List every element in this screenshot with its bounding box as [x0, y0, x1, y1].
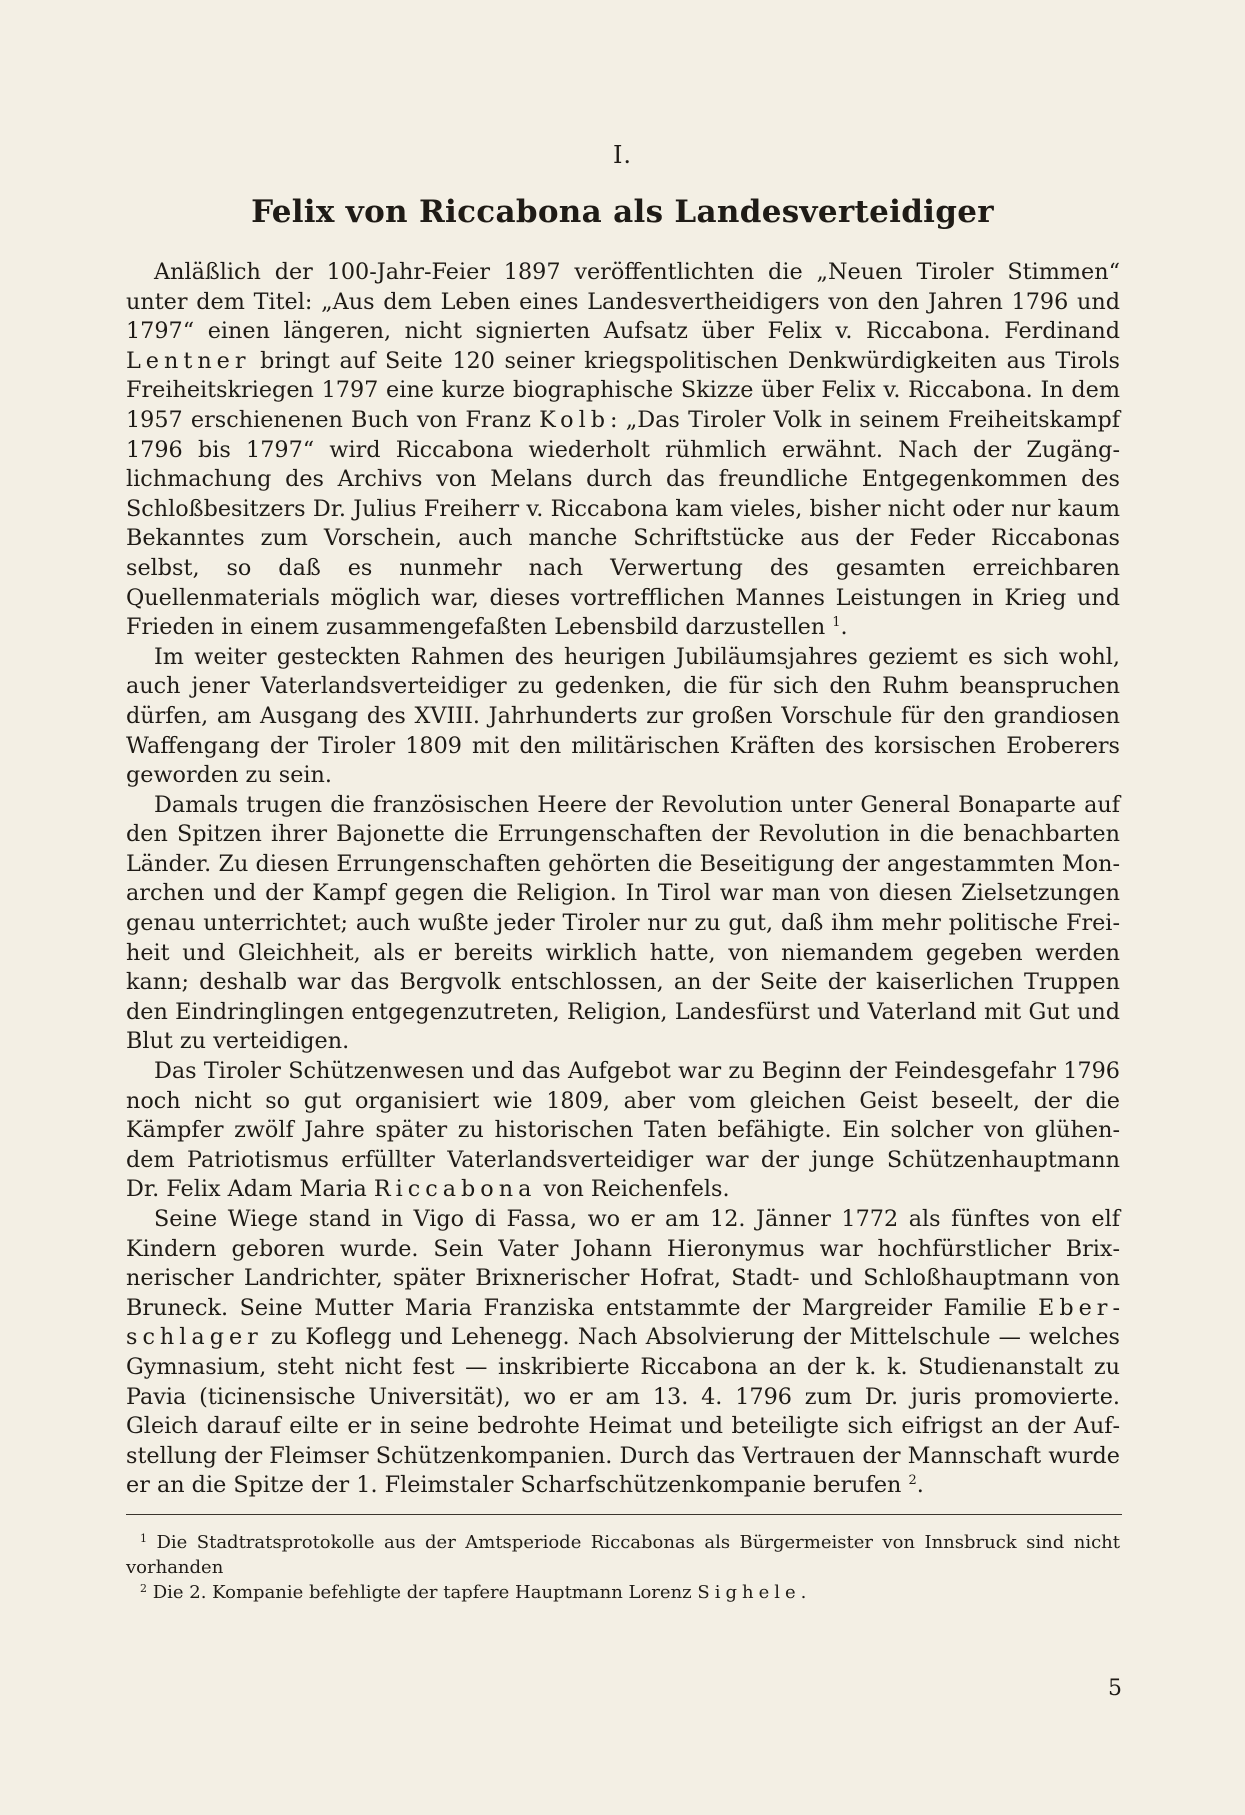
text-run: bringt auf Seite 120 seiner kriegspolitischen Denkwürdigkeiten aus Tirols Freiheitskriegen 1797 eine kurze biographische Skizze über Felix v. Riccabona. In dem 1957 erschienenen Buch von Franz	[126, 347, 1120, 433]
text-run: Seine Wiege stand in Vigo di Fassa, wo er am 12. Jänner 1772 als fünftes von elf Kindern geboren wurde. Sein Vater Johann Hieronymus war hochfürstlicher Brixnerischer Landrichter, später Brixnerischer Hofrat, Stadt- und Schloßhauptmann von Bruneck. Seine Mutter Maria Franziska entstammte der Margreider Familie	[126, 1206, 1120, 1321]
footnote	[126, 1530, 1120, 1580]
body-text	[126, 258, 1120, 1501]
footnote-reference: 2	[908, 1473, 917, 1489]
text-run: zu Koflegg und Lehenegg. Nach Absolvierung der Mittelschule — welches Gymnasium, steht nicht fest — inskribierte Riccabona an der k. k. Studienanstalt zu Pavia (ticinensische Universität), wo er am 13. 4. 1796 zum Dr. juris promovierte. Gleich darauf eilte er in seine bedrohte Heimat und beteiligte sich eifrigst an der Aufstellung der Fleimser Schützenkompanien. Durch das Vertrauen der Mannschaft wurde er an die Spitze der 1. Fleimstaler Scharfschützenkompanie berufen	[126, 1324, 1120, 1499]
footnote-divider	[126, 1514, 1122, 1515]
text-run: Anläßlich der 100-Jahr-Feier 1897 veröffentlichten die „Neuen Tiroler Stimmen“ unter dem Titel: „Aus dem Leben eines Landesvertheidigers von den Jahren 1796 und 1797“ einen längeren, nicht signierten Aufsatz über Felix v. Riccabona. Ferdinand	[126, 259, 1120, 345]
text-run: Das Tiroler Schützenwesen und das Aufgebot war zu Beginn der Feindesgefahr 1796 noch nicht so gut organisiert wie 1809, aber vom gleichen Geist beseelt, der die Kämpfer zwölf Jahre später zu historischen Taten befähigte. Ein solcher von glühendem Patriotismus erfüllter Vaterlandsverteidiger war der junge Schützenhauptmann Dr. Felix Adam Maria	[126, 1058, 1120, 1203]
spaced-name: Eberschlager	[126, 1294, 1120, 1351]
footnote-reference: 1	[140, 1532, 147, 1545]
text-run: Im weiter gesteckten Rahmen des heurigen Jubiläumsjahres geziemt es sich wohl, auch jener Vaterlandsverteidiger zu gedenken, die für sich den Ruhm beanspruchen dürfen, am Ausgang des XVIII. Jahrhunderts zur großen Vorschule für den grandiosen Waffengang der Tiroler 1809 mit den militärischen Kräften des korsischen Eroberers geworden zu sein.	[126, 643, 1120, 789]
chapter-title: Felix von Riccabona als Landesverteidiger	[251, 194, 994, 230]
text-run: Die Stadtratsprotokolle aus der Amtsperiode Riccabonas als Bürgermeister von Innsbruck sind nicht vorhanden	[126, 1532, 1120, 1578]
footnote-reference: 2	[140, 1582, 147, 1595]
spaced-name: Riccabona	[373, 1176, 537, 1203]
paragraph	[126, 1057, 1120, 1205]
text-run: .	[800, 1582, 807, 1603]
paragraph	[126, 258, 1120, 643]
footnote-reference: 1	[832, 615, 841, 631]
paragraph	[126, 1205, 1120, 1501]
text-run: Die 2. Kompanie befehligte der tapfere Hauptmann Lorenz	[147, 1582, 698, 1603]
text-run: .	[840, 614, 848, 641]
paragraph	[126, 791, 1120, 1057]
chapter-number: I.	[612, 141, 633, 169]
text-run: .	[916, 1472, 924, 1499]
page-number: 5	[1108, 1676, 1122, 1701]
spaced-name: Kolb	[539, 406, 611, 433]
text-run: von Reichenfels.	[536, 1176, 730, 1203]
footnote	[126, 1580, 1120, 1605]
footnotes	[126, 1530, 1120, 1605]
spaced-name: Lentner	[126, 347, 251, 374]
paragraph	[126, 643, 1120, 791]
text-run: Damals trugen die französischen Heere der Revolution unter General Bonaparte auf den Spitzen ihrer Bajonette die Errungenschaften der Revolution in die benachbarten Länder. Zu diesen Errungenschaften gehörten die Beseitigung der angestammten Monarchen und der Kampf gegen die Religion. In Tirol war man von diesen Zielsetzungen genau unterrichtet; auch wußte jeder Tiroler nur zu gut, daß ihm mehr politische Freiheit und Gleichheit, als er bereits wirklich hatte, von niemandem gegeben werden kann; deshalb war das Bergvolk entschlossen, an der Seite der kaiserlichen Truppen den Eindringlingen entgegenzutreten, Religion, Landesfürst und Vaterland mit Gut und Blut zu verteidigen.	[126, 791, 1120, 1055]
spaced-name: Sighele	[697, 1582, 801, 1603]
text-run: : „Das Tiroler Volk in seinem Freiheitskampf 1796 bis 1797“ wird Riccabona wiederholt rühmlich erwähnt. Nach der Zugänglichmachung des Archivs von Melans durch das freundliche Entgegenkommen des Schloßbesitzers Dr. Julius Freiherr v. Riccabona kam vieles, bisher nicht oder nur kaum Bekanntes zum Vorschein, auch manche Schriftstücke aus der Feder Riccabonas selbst, so daß es nunmehr nach Verwertung des gesamten erreichbaren Quellenmaterials möglich war, dieses vortrefflichen Mannes Leistungen in Krieg und Frieden in einem zusammengefaßten Lebensbild darzustellen	[126, 406, 1120, 641]
